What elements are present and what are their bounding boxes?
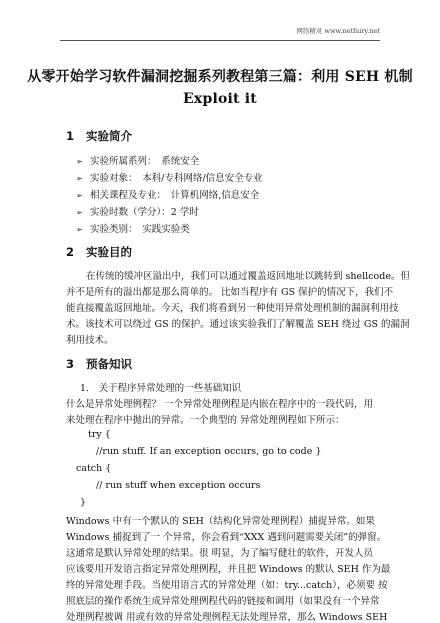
paragraph-line: 来处理在程序中抛出的异常。一个典型的 异常处理例程如下所示： (66, 415, 345, 426)
section-title: 预备知识 (86, 357, 132, 371)
arrow-bullet-icon: ➢ (76, 225, 83, 234)
section-number: 3 (66, 357, 75, 371)
section-heading-purpose (66, 244, 132, 260)
paragraph-line: 处理例程被调 用或有效的异常处理例程无法处理异常，那么 Windows SEH (66, 612, 388, 623)
code-line: } (80, 497, 87, 508)
section-number: 1 (66, 129, 75, 143)
document-title-line1: 从零开始学习软件漏洞挖掘系列教程第三篇：利用 SEH 机制 (27, 69, 413, 85)
header-site-text: 网络精灵 www.netfairy.net (296, 27, 380, 35)
paragraph-line: 利用技术。 (66, 335, 114, 346)
paragraph-line: 什么是异常处理例程？ 一个异常处理例程是内嵌在程序中的一段代码，用 (66, 399, 374, 410)
arrow-bullet-icon: ➢ (76, 208, 83, 217)
arrow-bullet-icon: ➢ (76, 157, 83, 166)
code-line: //run stuff. If an exception occurs, go to code } (96, 446, 322, 457)
list-item: ➢ 实验对象： 本科/专科网络/信息安全专业 (76, 173, 263, 184)
page-header (60, 26, 380, 41)
section-title: 实验简介 (86, 129, 132, 143)
subsection-heading: 1. 关于程序异常处理的一些基础知识 (80, 383, 242, 394)
document-title-line2: Exploit it (183, 91, 257, 107)
arrow-bullet-icon: ➢ (76, 174, 83, 183)
paragraph-line: 这通常是默认异常处理的结果。很 明显，为了编写健壮的软件，开发人员 (66, 548, 374, 559)
section-heading-prep (66, 356, 132, 372)
paragraph-line: 能直接覆盖返回地址。今天，我们将看到另一种使用异常处理机制的漏洞利用技 (66, 303, 399, 314)
paragraph-line: Windows 中有一个默认的 SEH（结构化异常处理例程）捕捉异常。如果 (66, 516, 375, 527)
section-number: 2 (66, 245, 75, 259)
paragraph-line: 应该要用开发语言指定异常处理例程，并且把 Windows 的默认 SEH 作为最 (66, 564, 391, 575)
paragraph-line: Windows 捕捉到了一 个异常，你会看到“XXX 遇到问题需要关闭”的弹窗。 (66, 532, 387, 543)
paragraph-line: 术。该技术可以绕过 GS 的保护。通过该实验我们了解覆盖 SEH 绕过 GS 的漏洞 (66, 319, 410, 330)
section-title: 实验目的 (86, 245, 132, 259)
list-item: ➢ 实验类别： 实践实验类 (76, 224, 190, 235)
arrow-bullet-icon: ➢ (76, 191, 83, 200)
list-item: ➢ 相关课程及专业： 计算机网络,信息安全 (76, 190, 260, 201)
paragraph-line: 并不是所有的溢出都是那么简单的。 比如当程序有 GS 保护的情况下，我们不 (66, 287, 394, 298)
list-item: ➢ 实验时数（学分）：2 学时 (76, 207, 199, 218)
code-line: try { (88, 429, 111, 440)
paragraph-line: 终的异常处理手段。当使用语言式的异常处理（如：try...catch），必须要 按 (66, 580, 388, 591)
section-heading-intro (66, 128, 132, 144)
list-item: ➢ 实验所属系列： 系统安全 (76, 156, 200, 167)
code-line: catch { (76, 463, 112, 474)
code-line: // run stuff when exception occurs (96, 480, 261, 491)
paragraph-line: 照底层的操作系统生成异常处理例程代码的链接和调用（如果没有一个异常 (66, 596, 380, 607)
paragraph-line: 在传统的缓冲区溢出中，我们可以通过覆盖返回地址以跳转到 shellcode。但 (86, 271, 410, 282)
